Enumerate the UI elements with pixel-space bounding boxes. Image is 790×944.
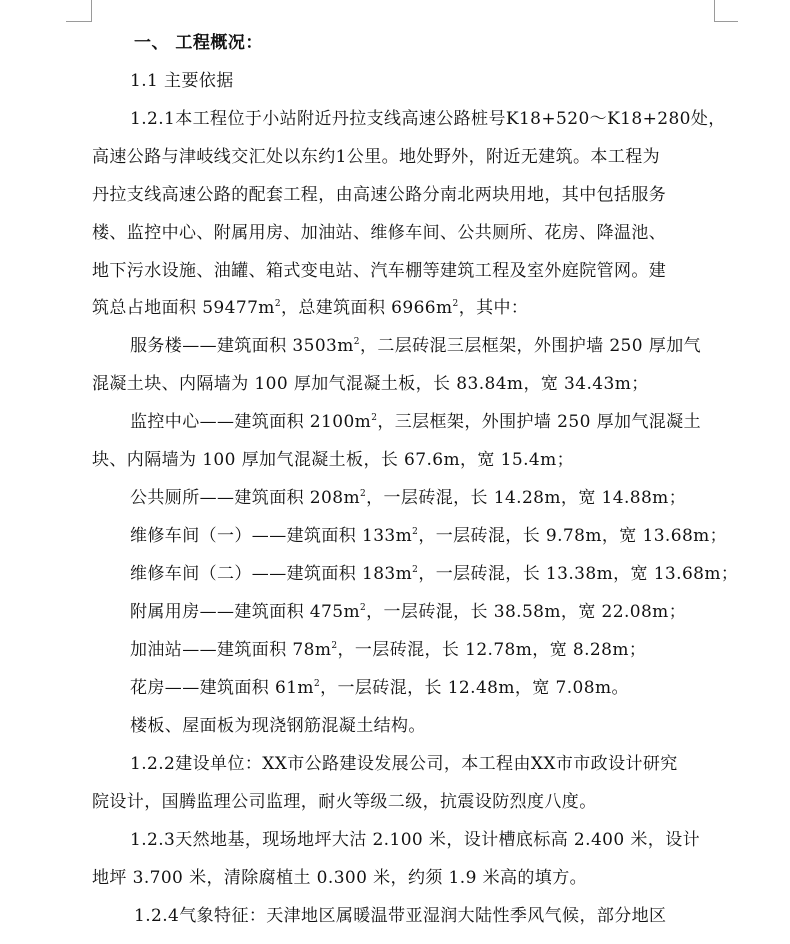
- paragraph-line: 块、内隔墙为 100 厚加气混凝土板，长 67.6m，宽 15.4m；: [92, 450, 575, 470]
- margin-corner-mark: [714, 0, 715, 22]
- paragraph-line: 混凝土块、内隔墙为 100 厚加气混凝土板，长 83.84m，宽 34.43m；: [92, 374, 649, 394]
- paragraph-line: 楼板、屋面板为现浇钢筋混凝土结构。: [130, 716, 426, 736]
- paragraph-line: 院设计，国腾监理公司监理，耐火等级二级，抗震设防烈度八度。: [92, 792, 597, 812]
- building-item-annex: 附属用房——建筑面积 $475m^2$，一层砖混，长 38.58m，宽 22.08m；: [130, 602, 687, 622]
- paragraph-line: 丹拉支线高速公路的配套工程，由高速公路分南北两块用地，其中包括服务: [92, 185, 667, 205]
- building-item-monitor: 监控中心——建筑面积 $2100m^2$，三层框架，外围护墙 250 厚加气混凝土: [130, 412, 701, 432]
- margin-corner-mark: [714, 21, 738, 22]
- paragraph-line: 地下污水设施、油罐、箱式变电站、汽车棚等建筑工程及室外庭院管网。建: [92, 261, 667, 281]
- paragraph-line: 地坪 3.700 米，清除腐植土 0.300 米，约须 1.9 米高的填方。: [92, 868, 587, 888]
- paragraph-line: 1.2.1本工程位于小站附近丹拉支线高速公路桩号K18+520～K18+280处，: [130, 109, 726, 129]
- subsection-heading: 1.1 主要依据: [130, 71, 234, 91]
- paragraph-line: 楼、监控中心、附属用房、加油站、维修车间、公共厕所、花房、降温池、: [92, 223, 667, 243]
- paragraph-line: 1.2.2建设单位：XX市公路建设发展公司，本工程由XX市市政设计研究: [130, 754, 678, 774]
- building-item-repair-1: 维修车间（一）——建筑面积 $133m^2$，一层砖混，长 9.78m，宽 13.68m；: [130, 526, 728, 546]
- paragraph-line: 高速公路与津岐线交汇处以东约1公里。地处野外，附近无建筑。本工程为: [92, 147, 661, 167]
- building-item-gas-station: 加油站——建筑面积 $78m^2$，一层砖混，长 12.78m，宽 8.28m；: [130, 640, 647, 660]
- paragraph-line: 1.2.3天然地基，现场地坪大沽 2.100 米，设计槽底标高 2.400 米，设计: [130, 830, 701, 850]
- building-item-flower-house: 花房——建筑面积 $61m^2$，一层砖混，长 12.48m，宽 7.08m。: [130, 678, 629, 698]
- margin-corner-mark: [91, 0, 92, 22]
- building-item-toilet: 公共厕所——建筑面积 $208m^2$，一层砖混，长 14.28m，宽 14.88m；: [130, 488, 687, 508]
- building-item-repair-2: 维修车间（二）——建筑面积 $183m^2$，一层砖混，长 13.38m，宽 13.68m；: [130, 564, 739, 584]
- margin-corner-mark: [66, 21, 92, 22]
- section-heading: 一、 工程概况：: [134, 33, 263, 53]
- paragraph-line: 筑总占地面积 $59477m^2$，总建筑面积 $6966m^2$，其中：: [92, 298, 529, 318]
- paragraph-line: 1.2.4气象特征：天津地区属暖温带亚湿润大陆性季风气候，部分地区: [134, 906, 667, 926]
- building-item-service: 服务楼——建筑面积 $3503m^2$，二层砖混三层框架，外围护墙 250 厚加气: [130, 336, 701, 356]
